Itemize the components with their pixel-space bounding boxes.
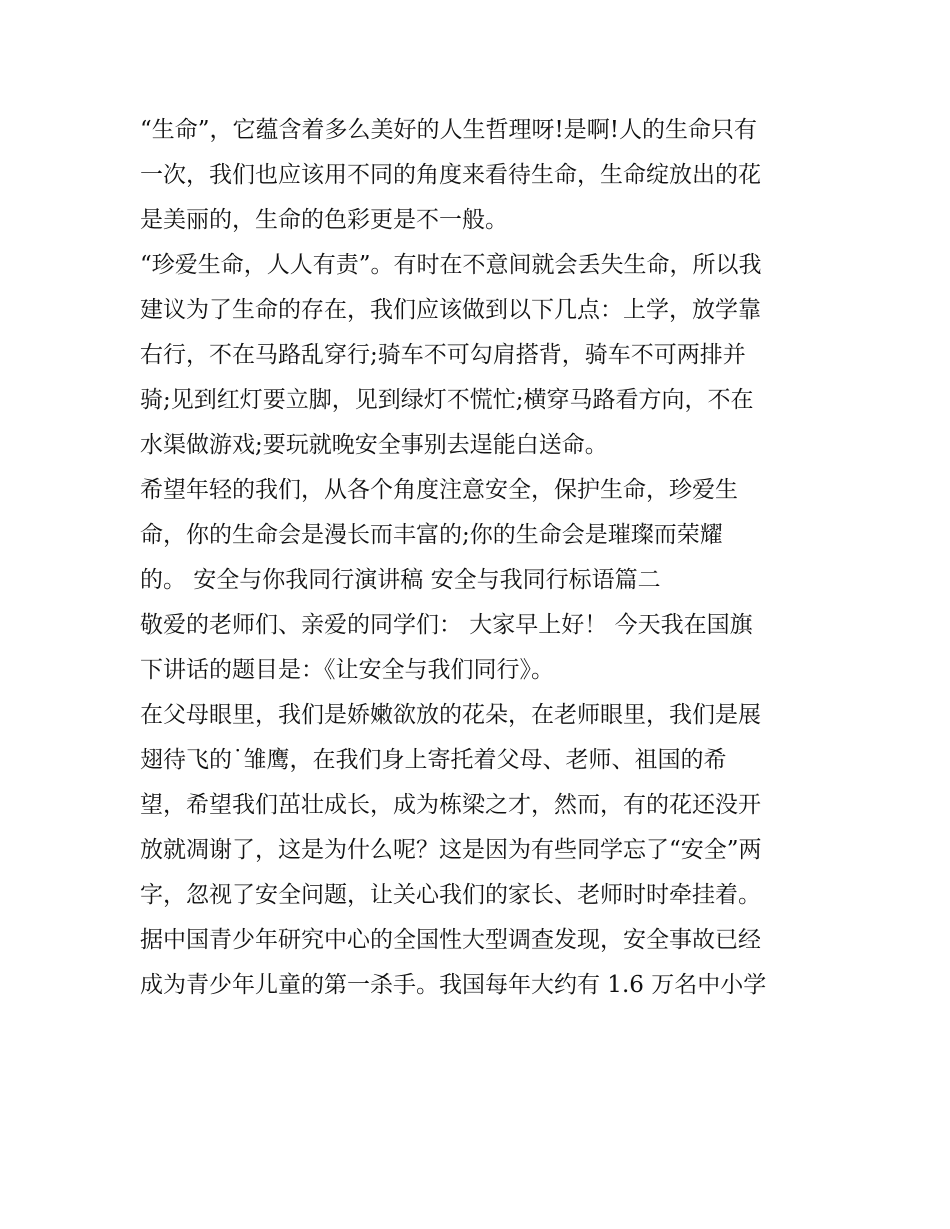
text-line: 成为青少年儿童的第一杀手。我国每年大约有 1.6 万名中小学 — [140, 972, 767, 998]
text-line: 是美丽的，生命的色彩更是不一般。 — [140, 207, 508, 233]
text-line: 骑;见到红灯要立脚，见到绿灯不慌忙;横穿马路看方向，不在 — [140, 387, 754, 413]
text-line: 希望年轻的我们，从各个角度注意安全，保护生命，珍爱生 — [140, 477, 738, 503]
text-line: 下讲话的题目是：《让安全与我们同行》。 — [140, 657, 554, 683]
text-line: 右行，不在马路乱穿行;骑车不可勾肩搭背，骑车不可两排并 — [140, 342, 746, 368]
text-line: 翅待飞的˙雏鹰，在我们身上寄托着父母、老师、祖国的希 — [140, 747, 727, 773]
text-line: “珍爱生命，人人有责”。有时在不意间就会丢失生命，所以我 — [140, 252, 762, 278]
text-line: 字，忽视了安全问题，让关心我们的家长、老师时时牵挂着。 — [140, 882, 761, 908]
text-line: 水渠做游戏;要玩就晚安全事别去逞能白送命。 — [140, 432, 608, 458]
text-line: 的。 安全与你我同行演讲稿 安全与我同行标语篇二 — [140, 567, 661, 593]
text-line: 据中国青少年研究中心的全国性大型调查发现，安全事故已经 — [140, 927, 761, 953]
text-line: “生命”，它蕴含着多么美好的人生哲理呀!是啊!人的生命只有 — [140, 117, 758, 143]
text-line: 敬爱的老师们、亲爱的同学们： 大家早上好！ 今天我在国旗 — [140, 612, 753, 638]
text-line: 一次，我们也应该用不同的角度来看待生命，生命绽放出的花 — [140, 162, 761, 188]
text-line: 望，希望我们茁壮成长，成为栋梁之才，然而，有的花还没开 — [140, 792, 761, 818]
text-line: 放就凋谢了，这是为什么呢？这是因为有些同学忘了“安全”两 — [140, 837, 762, 863]
text-line: 命，你的生命会是漫长而丰富的;你的生命会是璀璨而荣耀 — [140, 522, 723, 548]
text-line: 在父母眼里，我们是娇嫩欲放的花朵，在老师眼里，我们是展 — [140, 702, 761, 728]
body-text — [140, 108, 820, 1008]
text-line: 建议为了生命的存在，我们应该做到以下几点：上学，放学靠 — [140, 297, 761, 323]
